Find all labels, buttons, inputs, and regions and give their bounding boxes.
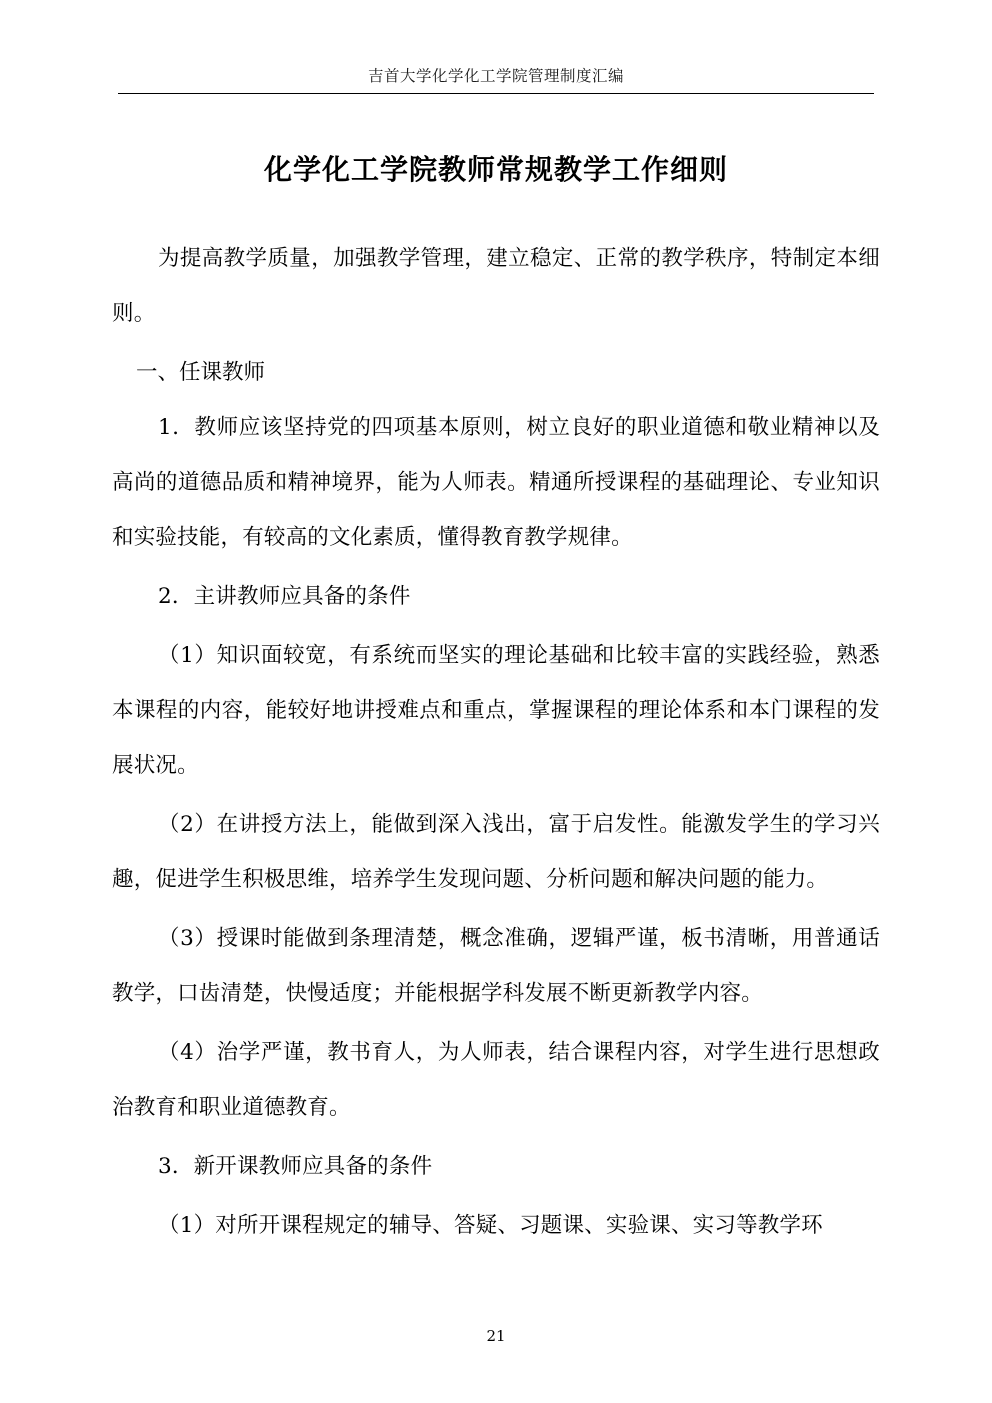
paragraph-item-1-3: 3．新开课教师应具备的条件 bbox=[158, 1154, 433, 1180]
page-number: 21 bbox=[486, 1327, 506, 1345]
paragraph-item-1-3-1: （1）对所开课程规定的辅导、答疑、习题课、实验课、实习等教学环 bbox=[158, 1213, 823, 1239]
paragraph-item-1-2-2: （2）在讲授方法上，能做到深入浅出，富于启发性。能激发学生的学习兴趣，促进学生积极思维，培养学生发现问题、分析问题和解决问题的能力。 bbox=[112, 812, 880, 893]
paragraph-item-1-2-4: （4）治学严谨，教书育人，为人师表，结合课程内容，对学生进行思想政治教育和职业道德教育。 bbox=[112, 1040, 880, 1121]
paragraph-item-1-2: 2．主讲教师应具备的条件 bbox=[158, 584, 411, 610]
paragraph-item-1-2-3: （3）授课时能做到条理清楚，概念准确，逻辑严谨，板书清晰，用普通话教学，口齿清楚，快慢适度；并能根据学科发展不断更新教学内容。 bbox=[112, 926, 880, 1007]
running-header: 吉首大学化学化工学院管理制度汇编 bbox=[367, 67, 624, 85]
header-divider bbox=[118, 93, 874, 94]
paragraph-item-1-1: 1．教师应该坚持党的四项基本原则，树立良好的职业道德和敬业精神以及高尚的道德品质和精神境界，能为人师表。精通所授课程的基础理论、专业知识和实验技能，有较高的文化素质，懂得教育教学规律。 bbox=[112, 415, 880, 551]
document-body bbox=[112, 150, 880, 1257]
page-title: 化学化工学院教师常规教学工作细则 bbox=[263, 153, 728, 186]
paragraph-item-1-2-1: （1）知识面较宽，有系统而坚实的理论基础和比较丰富的实践经验，熟悉本课程的内容，能较好地讲授难点和重点，掌握课程的理论体系和本门课程的发展状况。 bbox=[112, 643, 880, 779]
section-heading-1: 一、任课教师 bbox=[136, 360, 266, 386]
paragraph-intro: 为提高教学质量，加强教学管理，建立稳定、正常的教学秩序，特制定本细则。 bbox=[112, 246, 880, 327]
